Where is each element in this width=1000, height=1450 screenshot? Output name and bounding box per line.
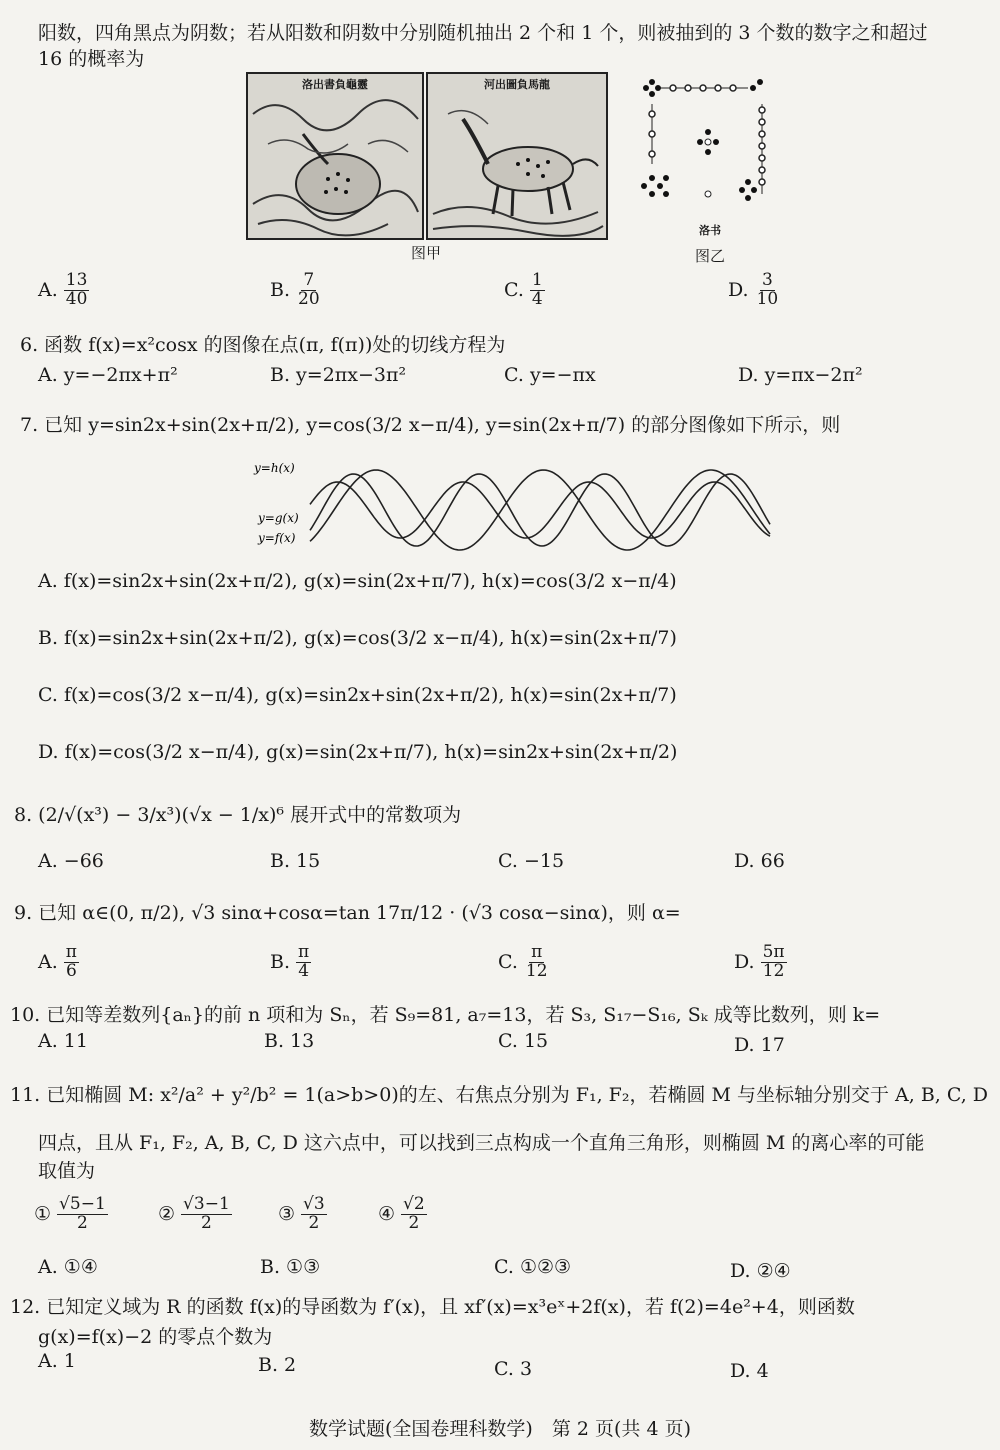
q5-option-c-num: 1 (531, 270, 543, 290)
figure-yi-label: 洛书 (699, 224, 721, 237)
q11-choice-1-num: √5−1 (59, 1194, 106, 1214)
q9-option-c-den: 12 (525, 960, 548, 981)
turtle-illustration (248, 74, 422, 238)
q5-option-d-num: 3 (762, 270, 773, 290)
figure-yi-caption: 图乙 (694, 247, 725, 265)
q11-choice-2-num: √3−1 (183, 1194, 230, 1214)
q11-choice-1-label: ① (34, 1203, 52, 1226)
q6-option-a[interactable]: A. y=−2πx+π² (38, 364, 178, 386)
q5-option-d-label: D. (728, 279, 749, 302)
q6-stem: 6. 函数 f(x)=x²cosx 的图像在点(π, f(π))处的切线方程为 (20, 334, 506, 356)
q9-option-a[interactable] (38, 944, 81, 981)
q5-text-line1: 阳数，四角黑点为阴数；若从阳数和阴数中分别随机抽出 2 个和 1 个，则被抽到的 3 个数的数字之和超过 (38, 22, 928, 44)
q9-option-a-num: π (65, 942, 77, 962)
q5-option-b-num: 7 (303, 270, 315, 290)
q9-option-c[interactable] (498, 944, 552, 981)
figure-jia (246, 72, 606, 240)
figure-jia-panel-horse (426, 72, 608, 240)
q5-option-b-den: 20 (298, 288, 320, 309)
q12-option-a[interactable]: A. 1 (38, 1350, 76, 1372)
q5-option-d[interactable] (728, 272, 782, 309)
q9-option-a-label: A. (38, 951, 58, 974)
q12-option-c[interactable]: C. 3 (494, 1358, 533, 1380)
q7-label-h: y=h(x) (254, 461, 295, 475)
q10-option-a[interactable]: A. 11 (38, 1030, 88, 1052)
q8-stem: 8. (2/√(x³) − 3/x³)(√x − 1/x)⁶ 展开式中的常数项为 (14, 804, 462, 826)
q7-graph (250, 452, 780, 552)
q7-option-a[interactable]: A. f(x)=sin2x+sin(2x+π/2), g(x)=sin(2x+π/7), h(x)=cos(3/2 x−π/4) (38, 570, 677, 592)
q11-choice-1 (34, 1196, 110, 1233)
q11-choice-1-den: 2 (76, 1212, 88, 1233)
q5-option-c[interactable] (504, 272, 547, 309)
q11-stem-line3: 取值为 (38, 1160, 96, 1182)
q7-option-d[interactable]: D. f(x)=cos(3/2 x−π/4), g(x)=sin(2x+π/7), h(x)=sin2x+sin(2x+π/2) (38, 741, 678, 763)
q9-option-a-den: 6 (65, 960, 77, 981)
q11-option-b[interactable]: B. ①③ (260, 1256, 321, 1278)
q11-choice-2-label: ② (158, 1203, 176, 1226)
q11-choice-3 (278, 1196, 329, 1233)
q9-option-d[interactable] (734, 944, 789, 981)
q9-option-b-den: 4 (298, 960, 310, 981)
q10-option-c[interactable]: C. 15 (498, 1030, 549, 1052)
q11-choice-4-num: √2 (403, 1194, 425, 1214)
q8-option-a[interactable]: A. −66 (38, 850, 104, 872)
q12-stem-line1: 12. 已知定义域为 R 的函数 f(x)的导函数为 f′(x)，且 xf′(x)=x³eˣ+2f(x)，若 f(2)=4e²+4，则函数 (10, 1296, 855, 1318)
q9-option-b-num: π (298, 942, 310, 962)
q11-option-a[interactable]: A. ①④ (38, 1256, 98, 1278)
q9-option-b-label: B. (270, 951, 291, 974)
q9-option-d-label: D. (734, 951, 755, 974)
q8-option-c[interactable]: C. −15 (498, 850, 565, 872)
page-footer: 数学试题(全国卷理科数学) 第 2 页(共 4 页) (309, 1418, 691, 1440)
q11-choice-2 (158, 1196, 234, 1233)
q5-option-b-label: B. (270, 279, 291, 302)
q11-choice-4 (378, 1196, 429, 1233)
q11-choice-4-den: 2 (408, 1212, 420, 1233)
q11-choice-2-den: 2 (200, 1212, 212, 1233)
q5-option-a[interactable] (38, 272, 91, 309)
q9-option-d-num: 5π (762, 942, 785, 962)
figure-jia-caption: 图甲 (410, 244, 441, 262)
q5-option-d-den: 10 (756, 288, 779, 309)
q11-stem-line2: 四点，且从 F₁, F₂, A, B, C, D 这六点中，可以找到三点构成一个直角三角形，则椭圆 M 的离心率的可能 (38, 1132, 925, 1154)
q7-label-g: y=g(x) (258, 511, 299, 525)
q11-choices (0, 1196, 1000, 1240)
q11-option-d[interactable]: D. ②④ (730, 1260, 791, 1282)
q8-option-d[interactable]: D. 66 (734, 850, 785, 872)
q5-option-a-label: A. (38, 279, 58, 302)
q12-stem-line2: g(x)=f(x)−2 的零点个数为 (38, 1326, 273, 1348)
q11-choice-3-label: ③ (278, 1203, 296, 1226)
figure-jia-panel-turtle (246, 72, 424, 240)
q5-option-a-den: 40 (65, 288, 88, 309)
q12-option-b[interactable]: B. 2 (258, 1354, 297, 1376)
q10-option-b[interactable]: B. 13 (264, 1030, 315, 1052)
q9-option-c-label: C. (498, 951, 518, 974)
q9-option-b[interactable] (270, 944, 313, 981)
q10-stem: 10. 已知等差数列{aₙ}的前 n 项和为 Sₙ，若 S₉=81, a₇=13，若 S₃, S₁₇−S₁₆, Sₖ 成等比数列，则 k= (10, 1004, 881, 1026)
q12-option-d[interactable]: D. 4 (730, 1360, 769, 1382)
q6-option-d[interactable]: D. y=πx−2π² (738, 364, 863, 386)
q5-option-c-den: 4 (531, 288, 543, 309)
q9-stem: 9. 已知 α∈(0, π/2), √3 sinα+cosα=tan 17π/12 · (√3 cosα−sinα)，则 α= (14, 902, 681, 924)
q6-option-b[interactable]: B. y=2πx−3π² (270, 364, 407, 386)
q5-text-line2: 16 的概率为 (38, 48, 145, 70)
q5-option-a-num: 13 (65, 270, 88, 290)
q7-option-c[interactable]: C. f(x)=cos(3/2 x−π/4), g(x)=sin2x+sin(2x+π/2), h(x)=sin(2x+π/7) (38, 684, 677, 706)
q11-choice-4-label: ④ (378, 1203, 396, 1226)
q7-stem: 7. 已知 y=sin2x+sin(2x+π/2), y=cos(3/2 x−π/4), y=sin(2x+π/7) 的部分图像如下所示，则 (20, 414, 841, 436)
figure-jia-panel2-title: 河出圖負馬龍 (484, 78, 550, 91)
q7-option-b[interactable]: B. f(x)=sin2x+sin(2x+π/2), g(x)=cos(3/2 x−π/4), h(x)=sin(2x+π/7) (38, 627, 677, 649)
figure-jia-panel1-title: 洛出書負龜靈 (302, 78, 368, 91)
q5-option-c-label: C. (504, 279, 524, 302)
q7-label-f: y=f(x) (258, 531, 296, 545)
q5-options (0, 272, 1000, 316)
q11-option-c[interactable]: C. ①②③ (494, 1256, 572, 1278)
q9-option-c-num: π (531, 942, 543, 962)
q10-option-d[interactable]: D. 17 (734, 1034, 785, 1056)
q8-option-b[interactable]: B. 15 (270, 850, 321, 872)
q11-stem-line1: 11. 已知椭圆 M: x²/a² + y²/b² = 1(a>b>0)的左、右焦点分别为 F₁, F₂，若椭圆 M 与坐标轴分别交于 A, B, C, D (10, 1084, 989, 1106)
q6-option-c[interactable]: C. y=−πx (504, 364, 596, 386)
q9-options (0, 944, 1000, 988)
q5-option-b[interactable] (270, 272, 324, 309)
q9-option-d-den: 12 (762, 960, 785, 981)
dragon-horse-illustration (428, 74, 606, 238)
q11-choice-3-num: √3 (303, 1194, 325, 1214)
q11-choice-3-den: 2 (308, 1212, 320, 1233)
figure-yi-luoshu (638, 74, 778, 224)
